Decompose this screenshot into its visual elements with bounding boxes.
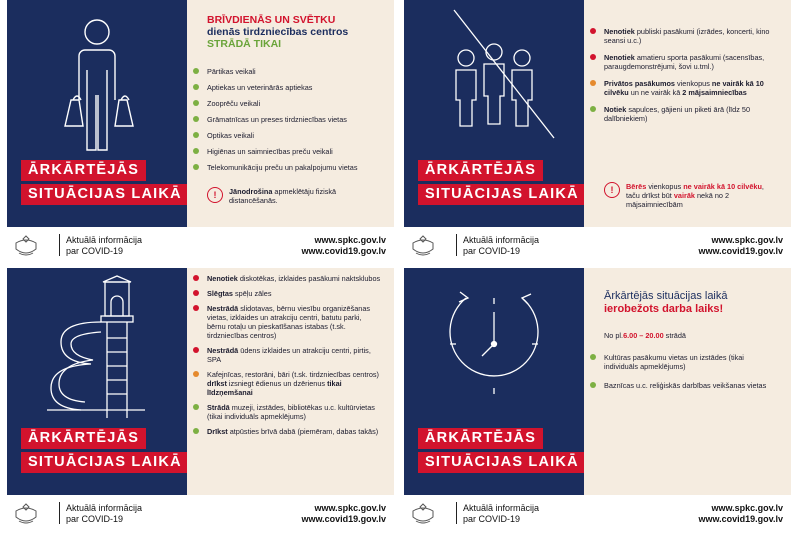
- badge-line2: SITUĀCIJAS LAIKĀ: [418, 184, 584, 205]
- card-entertainment: [7, 268, 394, 530]
- website-link[interactable]: www.spkc.gov.lv: [314, 235, 386, 245]
- list-item: Pārtikas veikali: [187, 67, 387, 76]
- green-dot-icon: [193, 116, 199, 122]
- illustration-panel: [404, 0, 584, 227]
- list-item: Nestrādā slidotavas, bērnu viesību organizēšanas vietas, izklaides un atrakciju centri, batutu parki, bērnu rotaļu un pieskatīšanas istabas (t.sk. tirdzniecības centros): [187, 304, 382, 340]
- list-item: Higiēnas un saimniecības preču veikali: [187, 147, 387, 156]
- footer-info: Aktuālā informācija par COVID-19: [463, 503, 540, 524]
- footer: [404, 495, 791, 530]
- illustration-panel: [404, 268, 584, 495]
- entertainment-list: [187, 274, 382, 442]
- working-hours: No pl.6.00 – 20.00 strādā: [604, 331, 686, 340]
- heading-line1: Ārkārtējās situācijas laikā: [604, 290, 728, 302]
- red-dot-icon: [193, 305, 199, 311]
- website-link[interactable]: www.covid19.gov.lv: [301, 514, 386, 524]
- coat-of-arms-icon: [13, 233, 39, 257]
- heading-line1: BRĪVDIENĀS UN SVĒTKU: [207, 14, 336, 26]
- emergency-badge: [418, 160, 584, 208]
- illustration-panel: [7, 268, 187, 495]
- info-panel: [584, 268, 791, 495]
- list-item: Nestrādā ūdens izklaides un atrakciju centri, pirtis, SPA: [187, 346, 382, 364]
- footer: [7, 227, 394, 262]
- badge-line1: ĀRKĀRTĒJĀS: [21, 428, 146, 449]
- footer-info: Aktuālā informācija par COVID-19: [463, 235, 540, 256]
- shopper-illustration-icon: [7, 0, 187, 160]
- heading-line2: ierobežots darba laiks!: [604, 303, 724, 315]
- footer-divider: [59, 234, 60, 256]
- gatherings-list: [584, 27, 774, 131]
- orange-dot-icon: [193, 371, 199, 377]
- footer-websites: [301, 235, 386, 257]
- coat-of-arms-icon: [13, 501, 39, 525]
- info-panel: BRĪVDIENĀS UN SVĒTKU dienās tirdzniecības centros STRĀDĀ TIKAI Pārtikas veikali Aptiekas un veterinārās aptiekas Zooprēču veikali Grāmatnīcas un preses tirdzniecības vietas Optikas veikali Higiēnas un saimniecības preču veikali Telekomunikāciju preču un pakalpojumu vietas ! Jānodrošina apmeklētāju fiziskā distancēšanās.: [187, 0, 394, 227]
- badge-line2: SITUĀCIJAS LAIKĀ: [418, 452, 584, 473]
- list-item: Privātos pasākumos vienkopus ne vairāk kā 10 cilvēku un ne vairāk kā 2 mājsaimniecības: [584, 79, 774, 97]
- emergency-badge: [21, 428, 187, 476]
- website-link[interactable]: www.covid19.gov.lv: [698, 514, 783, 524]
- list-item: Slēgtas spēļu zāles: [187, 289, 382, 298]
- footer-websites: [301, 503, 386, 525]
- badge-line2: SITUĀCIJAS LAIKĀ: [21, 452, 187, 473]
- list-item: Telekomunikāciju preču un pakalpojumu vietas: [187, 163, 387, 172]
- list-item: Aptiekas un veterinārās aptiekas: [187, 83, 387, 92]
- card-heading: [207, 14, 348, 50]
- playground-slide-icon: [7, 268, 187, 428]
- hours-list: [584, 353, 774, 400]
- red-dot-icon: [193, 290, 199, 296]
- emergency-badge: [21, 160, 187, 208]
- list-item: Nenotiek publiski pasākumi (izrādes, koncerti, kino seansi u.c.): [584, 27, 774, 45]
- green-dot-icon: [193, 404, 199, 410]
- website-link[interactable]: www.spkc.gov.lv: [711, 503, 783, 513]
- website-link[interactable]: www.covid19.gov.lv: [301, 246, 386, 256]
- badge-line1: ĀRKĀRTĒJĀS: [21, 160, 146, 181]
- red-dot-icon: [193, 275, 199, 281]
- website-link[interactable]: www.spkc.gov.lv: [711, 235, 783, 245]
- green-dot-icon: [193, 428, 199, 434]
- open-shops-list: [187, 67, 387, 179]
- footer-websites: [698, 503, 783, 525]
- crossed-out-crowd-icon: [404, 0, 584, 160]
- badge-line2: SITUĀCIJAS LAIKĀ: [21, 184, 187, 205]
- card-working-hours: [404, 268, 791, 530]
- emergency-badge: [418, 428, 584, 476]
- card-shopping: [7, 0, 394, 262]
- list-item: Optikas veikali: [187, 131, 387, 140]
- website-link[interactable]: www.covid19.gov.lv: [698, 246, 783, 256]
- list-item: Kafejnīcas, restorāni, bāri (t.sk. tirdzniecības centros) drīkst izsniegt ēdienus un dzērienus tikai līdzņemšanai: [187, 370, 382, 397]
- green-dot-icon: [193, 148, 199, 154]
- exclamation-icon: !: [604, 182, 620, 198]
- website-link[interactable]: www.spkc.gov.lv: [314, 503, 386, 513]
- green-dot-icon: [193, 132, 199, 138]
- footer: [404, 227, 791, 262]
- badge-line1: ĀRKĀRTĒJĀS: [418, 160, 543, 181]
- list-item: Zooprēču veikali: [187, 99, 387, 108]
- clock-icon: [404, 268, 584, 428]
- red-dot-icon: [193, 347, 199, 353]
- list-item: Notiek sapulces, gājieni un piketi ārā (līdz 50 dalībniekiem): [584, 105, 774, 123]
- green-dot-icon: [590, 354, 596, 360]
- list-item: Nenotiek diskotēkas, izklaides pasākumi naktsklubos: [187, 274, 382, 283]
- footer-websites: [698, 235, 783, 257]
- heading-line2: dienās tirdzniecības centros: [207, 26, 349, 38]
- badge-line1: ĀRKĀRTĒJĀS: [418, 428, 543, 449]
- illustration-panel: [7, 0, 187, 227]
- footer-divider: [59, 502, 60, 524]
- green-dot-icon: [193, 84, 199, 90]
- footer: [7, 495, 394, 530]
- card-heading: [604, 290, 728, 316]
- footer-divider: [456, 234, 457, 256]
- list-item: Drīkst atpūsties brīvā dabā (piemēram, dabas takās): [187, 427, 382, 436]
- footer-divider: [456, 502, 457, 524]
- info-panel: Nenotiek publiski pasākumi (izrādes, koncerti, kino seansi u.c.) Nenotiek amatieru sporta pasākumi (sacensības, paraugdemonstrējumi, šovi u.tml.) Privātos pasākumos vienkopus ne vairāk kā 10 cilvēku un ne vairāk kā 2 mājsaimniecības Notiek sapulces, gājieni un piketi ārā (līdz 50 dalībniekiem) ! Bērēs vienkopus ne vairāk kā 10 cilvēku, taču drīkst būt vairāk nekā no 2 mājsaimniecībām: [584, 0, 791, 227]
- green-dot-icon: [193, 164, 199, 170]
- list-item: Kultūras pasākumu vietas un izstādes (tikai individuāls apmeklējums): [584, 353, 774, 371]
- green-dot-icon: [590, 382, 596, 388]
- info-panel: [187, 268, 394, 495]
- list-item: Grāmatnīcas un preses tirdzniecības vietas: [187, 115, 387, 124]
- orange-dot-icon: [590, 80, 596, 86]
- green-dot-icon: [193, 100, 199, 106]
- footer-info: Aktuālā informācija par COVID-19: [66, 503, 143, 524]
- heading-line3: STRĀDĀ TIKAI: [207, 38, 282, 50]
- list-item: Baznīcas u.c. reliģiskās darbības veikšanas vietas: [584, 381, 774, 390]
- coat-of-arms-icon: [410, 233, 436, 257]
- green-dot-icon: [590, 106, 596, 112]
- card-gatherings: [404, 0, 791, 262]
- footer-info: Aktuālā informācija par COVID-19: [66, 235, 143, 256]
- red-dot-icon: [590, 54, 596, 60]
- list-item: Nenotiek amatieru sporta pasākumi (sacensības, paraugdemonstrējumi, šovi u.tml.): [584, 53, 774, 71]
- list-item: Strādā muzeji, izstādes, bibliotēkas u.c. kultūrvietas (tikai individuāls apmeklējums): [187, 403, 382, 421]
- red-dot-icon: [590, 28, 596, 34]
- coat-of-arms-icon: [410, 501, 436, 525]
- exclamation-icon: !: [207, 187, 223, 203]
- green-dot-icon: [193, 68, 199, 74]
